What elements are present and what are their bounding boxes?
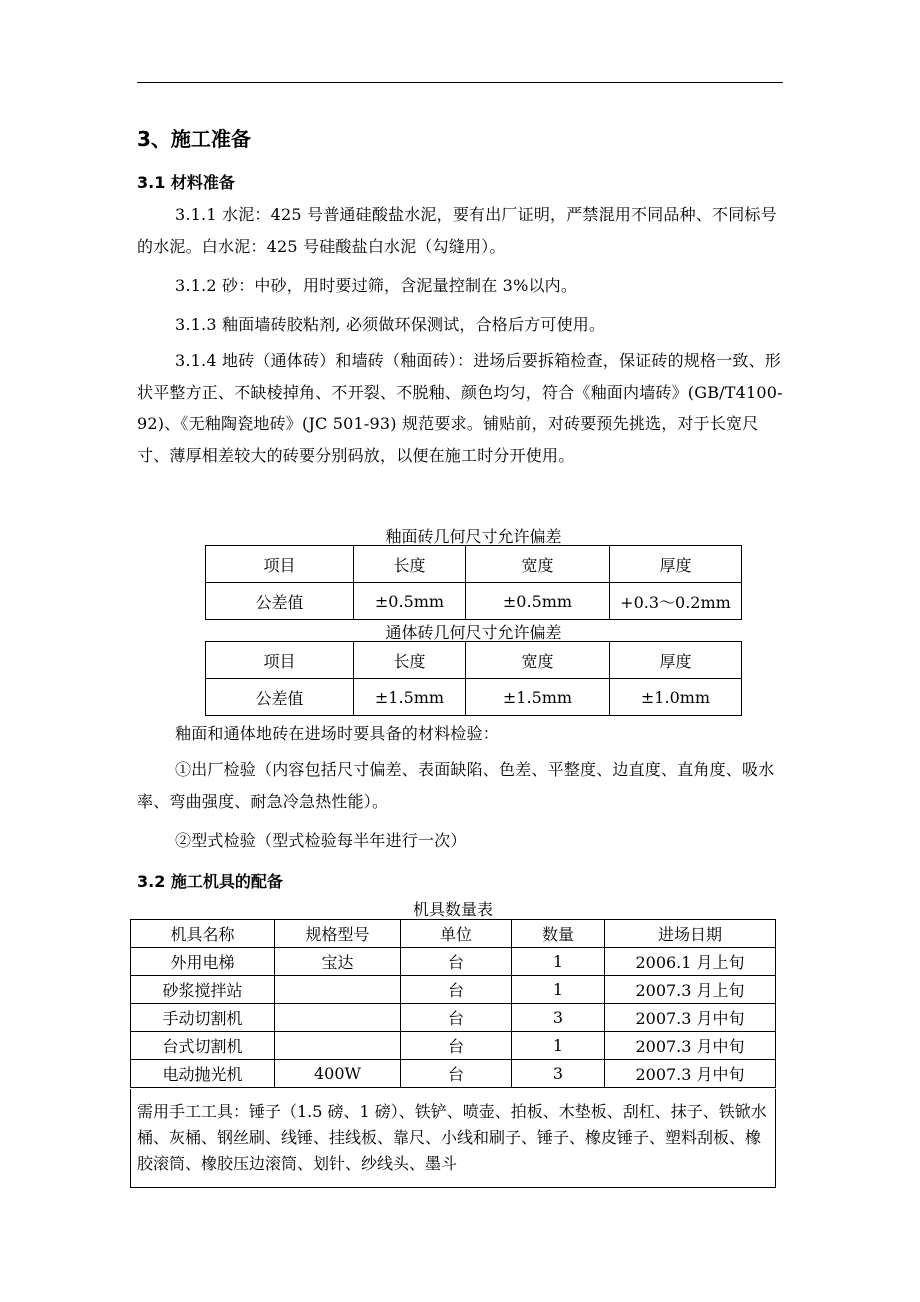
paragraph-tiles: 3.1.4 地砖（通体砖）和墙砖（釉面砖）：进场后要拆箱检查，保证砖的规格一致、形状平整方正、不缺棱掉角、不开裂、不脱釉、颜色均匀，符合《釉面内墙砖》(GB/T4100-92)、《无釉陶瓷地砖》(JC 501-93) 规范要求。铺贴前，对砖要预先挑选，对于长宽尺寸、薄厚相差较大的砖要分别码放，以便在施工时分开使用。: [137, 351, 783, 465]
table-cell: [275, 976, 401, 1004]
table-cell: 2007.3 月中旬: [605, 1032, 776, 1060]
table-header-cell: 单位: [401, 920, 512, 948]
table-cell: 公差值: [206, 679, 354, 716]
table-header-cell: 厚度: [610, 642, 742, 679]
full-body-tile-tolerance-table: [205, 641, 742, 716]
table-cell: [275, 1032, 401, 1060]
table-cell: 2006.1 月上旬: [605, 948, 776, 976]
table-header-cell: 规格型号: [275, 920, 401, 948]
table-cell: 2007.3 月中旬: [605, 1060, 776, 1088]
table-header-cell: 宽度: [466, 546, 610, 583]
paragraph-cement: 3.1.1 水泥：425 号普通硅酸盐水泥，要有出厂证明，严禁混用不同品种、不同标号的水泥。白水泥：425 号硅酸盐白水泥（勾缝用）。: [137, 205, 777, 256]
table-cell: ±1.0mm: [610, 679, 742, 716]
table-header-cell: 机具名称: [131, 920, 275, 948]
table-header-cell: 项目: [206, 546, 354, 583]
table-cell: [275, 1004, 401, 1032]
equipment-table: [130, 919, 776, 1088]
table-cell: 400W: [275, 1060, 401, 1088]
table-cell: 1: [512, 976, 605, 1004]
inspection-item-factory: ①出厂检验（内容包括尺寸偏差、表面缺陷、色差、平整度、边直度、直角度、吸水率、弯曲强度、耐急冷急热性能）。: [137, 760, 775, 811]
table-row: [131, 948, 776, 976]
table-header-row: [206, 546, 742, 583]
table-header-cell: 长度: [354, 642, 466, 679]
table-cell: ±1.5mm: [354, 679, 466, 716]
table-cell: +0.3～0.2mm: [610, 583, 742, 620]
subsection-title-materials: 3.1 材料准备: [137, 173, 235, 192]
table2-caption: 通体砖几何尺寸允许偏差: [385, 623, 562, 642]
table-cell: 宝达: [275, 948, 401, 976]
table-row: [131, 1032, 776, 1060]
table-cell: 台: [401, 948, 512, 976]
table-cell: 台式切割机: [131, 1032, 275, 1060]
paragraph-sand: 3.1.2 砂：中砂，用时要过筛，含泥量控制在 3%以内。: [175, 276, 578, 295]
table-header-cell: 长度: [354, 546, 466, 583]
table-cell: 手动切割机: [131, 1004, 275, 1032]
inspection-item-type: ②型式检验（型式检验每半年进行一次）: [175, 831, 467, 850]
table-cell: 2007.3 月中旬: [605, 1004, 776, 1032]
table-cell: 3: [512, 1060, 605, 1088]
table-cell: 台: [401, 1032, 512, 1060]
table1-caption: 釉面砖几何尺寸允许偏差: [385, 527, 562, 546]
section-title: 3、施工准备: [137, 127, 251, 151]
table-cell: 电动抛光机: [131, 1060, 275, 1088]
table-cell: 台: [401, 1060, 512, 1088]
table-row: [131, 1004, 776, 1032]
table-header-row: [131, 920, 776, 948]
table-row: [206, 679, 742, 716]
table-header-cell: 进场日期: [605, 920, 776, 948]
table-cell: 台: [401, 976, 512, 1004]
table-cell: ±1.5mm: [466, 679, 610, 716]
table-cell: 1: [512, 948, 605, 976]
header-rule: [137, 82, 783, 83]
subsection-title-equipment: 3.2 施工机具的配备: [137, 872, 283, 891]
table-cell: ±0.5mm: [354, 583, 466, 620]
table-row: [131, 1060, 776, 1088]
table-header-cell: 数量: [512, 920, 605, 948]
table-cell: 2007.3 月上旬: [605, 976, 776, 1004]
inspection-intro: 釉面和通体地砖在进场时要具备的材料检验：: [175, 724, 500, 743]
glazed-tile-tolerance-table: [205, 545, 742, 620]
table-header-cell: 厚度: [610, 546, 742, 583]
table3-caption: 机具数量表: [412, 900, 493, 919]
table-header-row: [206, 642, 742, 679]
table-cell: 1: [512, 1032, 605, 1060]
table-cell: 公差值: [206, 583, 354, 620]
hand-tools-cell: 需用手工工具：锤子（1.5 磅、1 磅）、铁铲、喷壶、拍板、木垫板、刮杠、抹子、铁锨水桶、灰桶、钢丝刷、线锤、挂线板、靠尺、小线和刷子、锤子、橡皮锤子、塑料刮板、橡胶滚筒、橡胶压边滚筒、划针、纱线头、墨斗: [130, 1089, 776, 1188]
table-cell: ±0.5mm: [466, 583, 610, 620]
table-cell: 外用电梯: [131, 948, 275, 976]
table-header-cell: 宽度: [466, 642, 610, 679]
table-cell: 台: [401, 1004, 512, 1032]
table-header-cell: 项目: [206, 642, 354, 679]
table-cell: 3: [512, 1004, 605, 1032]
table-cell: 砂浆搅拌站: [131, 976, 275, 1004]
table-row: [206, 583, 742, 620]
table-row: [131, 976, 776, 1004]
paragraph-adhesive: 3.1.3 釉面墙砖胶粘剂, 必须做环保测试，合格后方可使用。: [175, 315, 606, 334]
